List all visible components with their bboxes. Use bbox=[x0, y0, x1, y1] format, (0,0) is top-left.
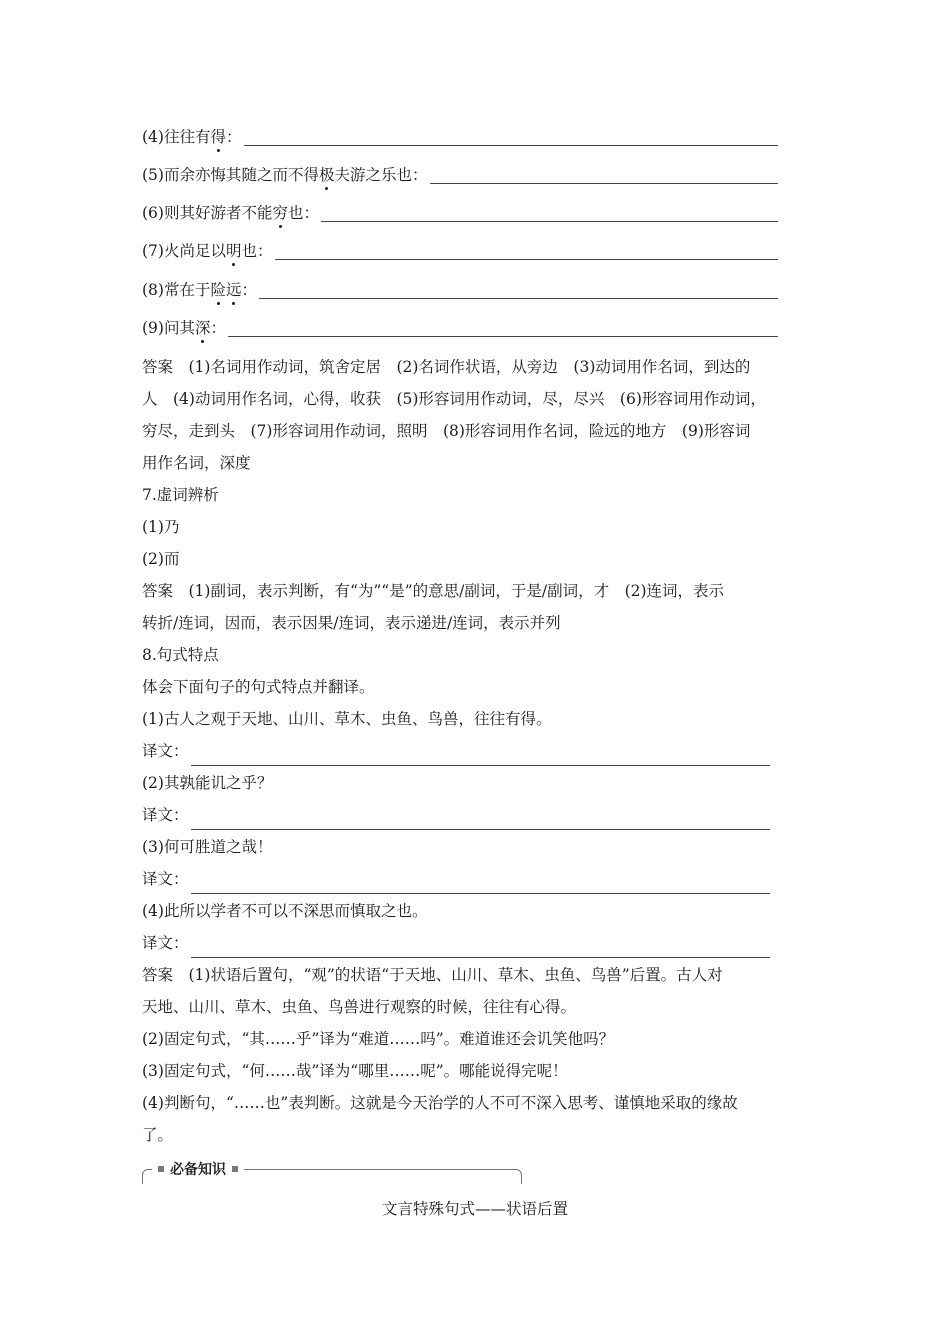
q7-item: (2)而 bbox=[142, 550, 180, 568]
emphasis-char: 明 bbox=[225, 242, 242, 260]
body-text bbox=[142, 351, 812, 1151]
answer-blank[interactable] bbox=[275, 245, 779, 260]
q7-answer-line: 转折/连词，因而，表示因果/连词，表示递进/连词，表示并列 bbox=[142, 614, 561, 632]
q6-answer-line: 穷尽，走到头 (7)形容词用作动词，照明 (8)形容词用作名词，险远的地方 (9)形容词 bbox=[142, 422, 751, 440]
q8-answer-line: (4)判断句，“……也”表判断。这就是今天治学的人不可不深入思考、谨慎地采取的缘故 bbox=[142, 1094, 738, 1112]
q8-answer-line: 天地、山川、草木、虫鱼、鸟兽进行观察的时候，往往有心得。 bbox=[142, 998, 577, 1016]
q6-item-7: (7)火尚足以 明 也： bbox=[142, 241, 778, 261]
section-title: 文言特殊句式——状语后置 bbox=[381, 1200, 568, 1218]
answer-blank[interactable] bbox=[228, 322, 778, 337]
translation-line: 译文： bbox=[142, 735, 770, 767]
q8-item: (2)其孰能讥之乎？ bbox=[142, 774, 273, 792]
answer-blank[interactable] bbox=[244, 131, 779, 146]
emphasis-char: 穷 bbox=[272, 204, 288, 222]
q6-answer-line: 人 (4)动词用作名词，心得，收获 (5)形容词用作动词，尽，尽兴 (6)形容词用作动词， bbox=[142, 390, 766, 408]
q7-item: (1)乃 bbox=[142, 518, 180, 536]
q6-item-9: (9)问其 深 ： bbox=[142, 318, 778, 338]
q6-item-5: (5)而余亦悔其随之而不得 极 夫游之乐也： bbox=[142, 165, 778, 185]
q6-item-6: (6)则其好游者不能 穷 也： bbox=[142, 203, 778, 223]
q8-item: (4)此所以学者不可以不深思而慎取之也。 bbox=[142, 902, 428, 920]
q8-answer-line: (3)固定句式，“何……哉”译为“哪里……呢”。哪能说得完呢！ bbox=[142, 1062, 568, 1080]
emphasis-char: 远 bbox=[225, 281, 242, 299]
q7-answer-line: 答案 (1)副词，表示判断，有“为”“是”的意思/副词，于是/副词，才 (2)连词，表示 bbox=[142, 582, 725, 600]
section-badge: 必备知识 bbox=[152, 1159, 244, 1179]
q6-answer-line: 答案 (1)名词用作动词，筑舍定居 (2)名词作状语，从旁边 (3)动词用作名词，到达的 bbox=[142, 358, 751, 376]
q8-title: 8.句式特点 bbox=[142, 646, 219, 664]
answer-blank[interactable] bbox=[321, 207, 778, 222]
translation-line: 译文： bbox=[142, 863, 770, 895]
section-header bbox=[142, 1157, 520, 1185]
q6-item-4: (4)往往有 得 ： bbox=[142, 127, 778, 147]
q8-answer-line: 了。 bbox=[142, 1126, 174, 1144]
q8-answer-line: (2)固定句式，“其……乎”译为“难道……吗”。难道谁还会讥笑他吗？ bbox=[142, 1030, 615, 1048]
q8-item: (3)何可胜道之哉！ bbox=[142, 838, 273, 856]
translation-line: 译文： bbox=[142, 799, 770, 831]
q6-item-8: (8)常在于 险 远 ： bbox=[142, 280, 778, 300]
q6-answer-line: 用作名词，深度 bbox=[142, 454, 251, 472]
square-bullet-icon bbox=[158, 1166, 164, 1172]
answer-blank[interactable] bbox=[430, 169, 779, 184]
q8-item: (1)古人之观于天地、山川、草木、虫鱼、鸟兽，往往有得。 bbox=[142, 710, 552, 728]
q8-answer-line: 答案 (1)状语后置句，“观”的状语“于天地、山川、草木、虫鱼、鸟兽”后置。古人对 bbox=[142, 966, 723, 984]
q8-instruction: 体会下面句子的句式特点并翻译。 bbox=[142, 678, 375, 696]
emphasis-char: 极 bbox=[318, 166, 335, 184]
emphasis-char: 得 bbox=[210, 128, 226, 146]
answer-blank[interactable] bbox=[259, 284, 778, 299]
q7-title: 7.虚词辨析 bbox=[142, 486, 219, 504]
answer-blank[interactable] bbox=[191, 751, 770, 766]
emphasis-char: 险 bbox=[210, 281, 226, 299]
answer-blank[interactable] bbox=[191, 815, 770, 830]
emphasis-char: 深 bbox=[194, 319, 211, 337]
square-bullet-icon bbox=[232, 1166, 238, 1172]
answer-blank[interactable] bbox=[191, 943, 770, 958]
translation-line: 译文： bbox=[142, 927, 770, 959]
answer-blank[interactable] bbox=[191, 879, 770, 894]
